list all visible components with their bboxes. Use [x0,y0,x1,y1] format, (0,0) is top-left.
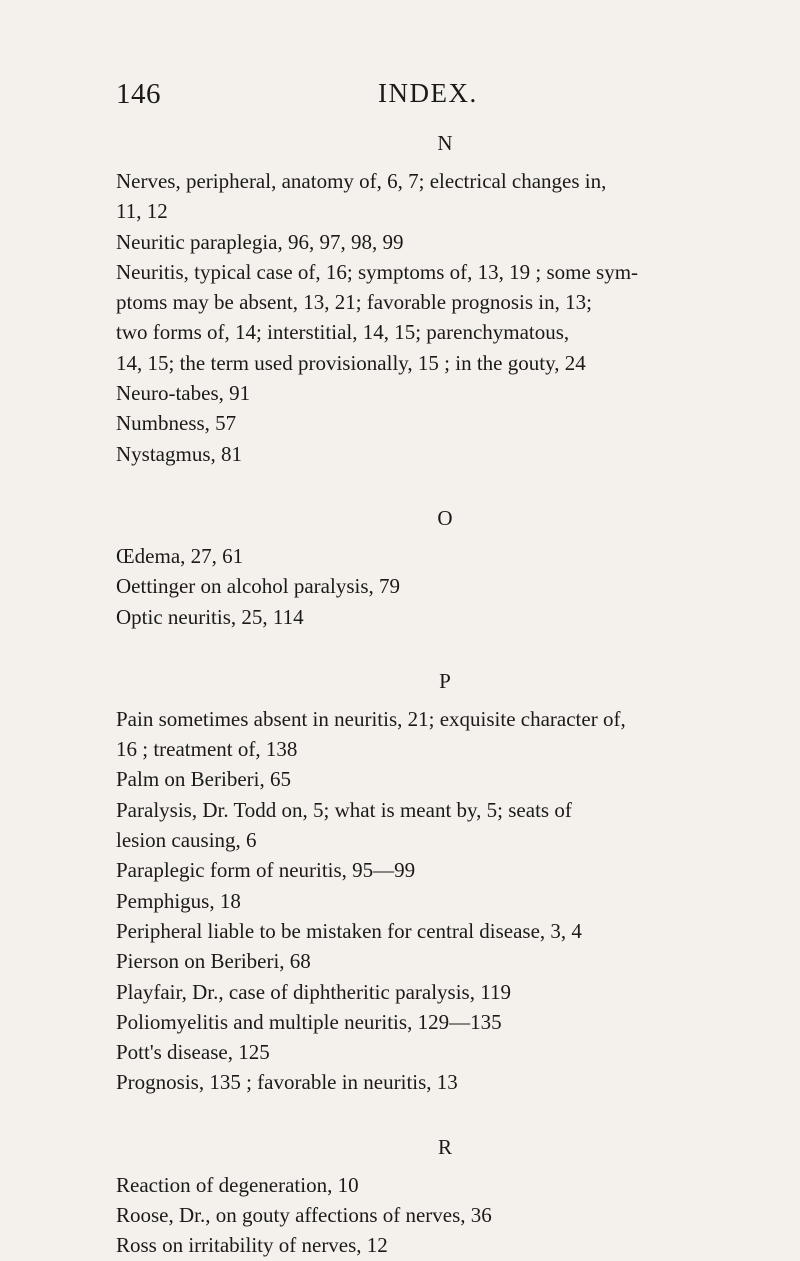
index-entry [116,257,766,378]
index-entry [116,916,766,946]
index-entry-line: Poliomyelitis and multiple neuritis, 129—135 [116,1009,502,1034]
index-entry-line: Prognosis, 135 ; favorable in neuritis, 13 [116,1070,458,1095]
index-section-p [116,666,766,1098]
index-entry-line: ptoms may be absent, 13, 21; favorable prognosis in, 13; [116,290,592,315]
index-entry-line: Paraplegic form of neuritis, 95—99 [116,858,416,883]
index-entry-line: Neuro-tabes, 91 [116,381,251,406]
section-letter: P [439,668,451,693]
index-entry [116,1230,766,1260]
index-entry [116,1200,766,1230]
index-entry [116,977,766,1007]
index-entry [116,1067,766,1097]
index-entry [116,439,766,469]
index-entry [116,1007,766,1037]
index-entry-line: Nystagmus, 81 [116,441,242,466]
index-entry [116,227,766,257]
index-entry [116,795,766,856]
section-gap [116,1098,766,1132]
index-entry-line: Peripheral liable to be mistaken for central disease, 3, 4 [116,918,582,943]
index-entry-line: Pott's disease, 125 [116,1040,270,1065]
index-entry-line: Neuritic paraplegia, 96, 97, 98, 99 [116,229,404,254]
index-entry-line: Pierson on Beriberi, 68 [116,949,311,974]
index-section-n [116,128,766,469]
section-letter: O [437,505,453,530]
index-entry [116,886,766,916]
index-entry-line: Palm on Beriberi, 65 [116,767,291,792]
index-entry [116,855,766,885]
index-entry-line: two forms of, 14; interstitial, 14, 15; parenchymatous, [116,320,570,345]
section-gap [116,632,766,666]
page-header [116,78,756,118]
index-entry [116,1170,766,1200]
index-entry [116,1037,766,1067]
index-entry-line: Pain sometimes absent in neuritis, 21; exquisite character of, [116,706,626,731]
index-entry [116,541,766,571]
index-entry-line: 14, 15; the term used provisionally, 15 ; in the gouty, 24 [116,350,586,375]
index-entry-line: Œdema, 27, 61 [116,543,244,568]
index-entry-line: Numbness, 57 [116,411,237,436]
index-entry [116,378,766,408]
index-entry-line: Paralysis, Dr. Todd on, 5; what is meant by, 5; seats of [116,797,572,822]
page-number: 146 [116,78,161,110]
letter-gap [116,1162,766,1170]
index-entry [116,946,766,976]
index-entry [116,408,766,438]
letter-gap [116,696,766,704]
index-entry-line: Pemphigus, 18 [116,888,241,913]
index-section-r [116,1132,766,1261]
section-letter: N [437,131,453,155]
index-entry [116,571,766,601]
index-entry [116,764,766,794]
section-gap [116,469,766,503]
index-entry-line: Optic neuritis, 25, 114 [116,604,304,629]
letter-gap [116,158,766,166]
index-entry-line: Reaction of degeneration, 10 [116,1172,359,1197]
index-entry [116,602,766,632]
index-entry-line: Nerves, peripheral, anatomy of, 6, 7; electrical changes in, [116,169,607,193]
index-entry-line: Playfair, Dr., case of diphtheritic paralysis, 119 [116,979,511,1004]
index-entry [116,704,766,765]
index-section-o [116,503,766,632]
index-entry-line: lesion causing, 6 [116,828,257,853]
index-entry-line: Oettinger on alcohol paralysis, 79 [116,574,401,599]
letter-gap [116,533,766,541]
index-entry-line: 16 ; treatment of, 138 [116,737,298,762]
section-letter: R [437,1134,452,1159]
index-entry-line: 11, 12 [116,199,168,224]
index-entry-line: Ross on irritability of nerves, 12 [116,1233,388,1258]
running-title: INDEX. [378,78,478,108]
index-entry-line: Roose, Dr., on gouty affections of nerves, 36 [116,1203,492,1228]
index-entry-line: Neuritis, typical case of, 16; symptoms of, 13, 19 ; some sym- [116,259,639,284]
index-entry [116,166,766,227]
index-content [116,128,766,1261]
